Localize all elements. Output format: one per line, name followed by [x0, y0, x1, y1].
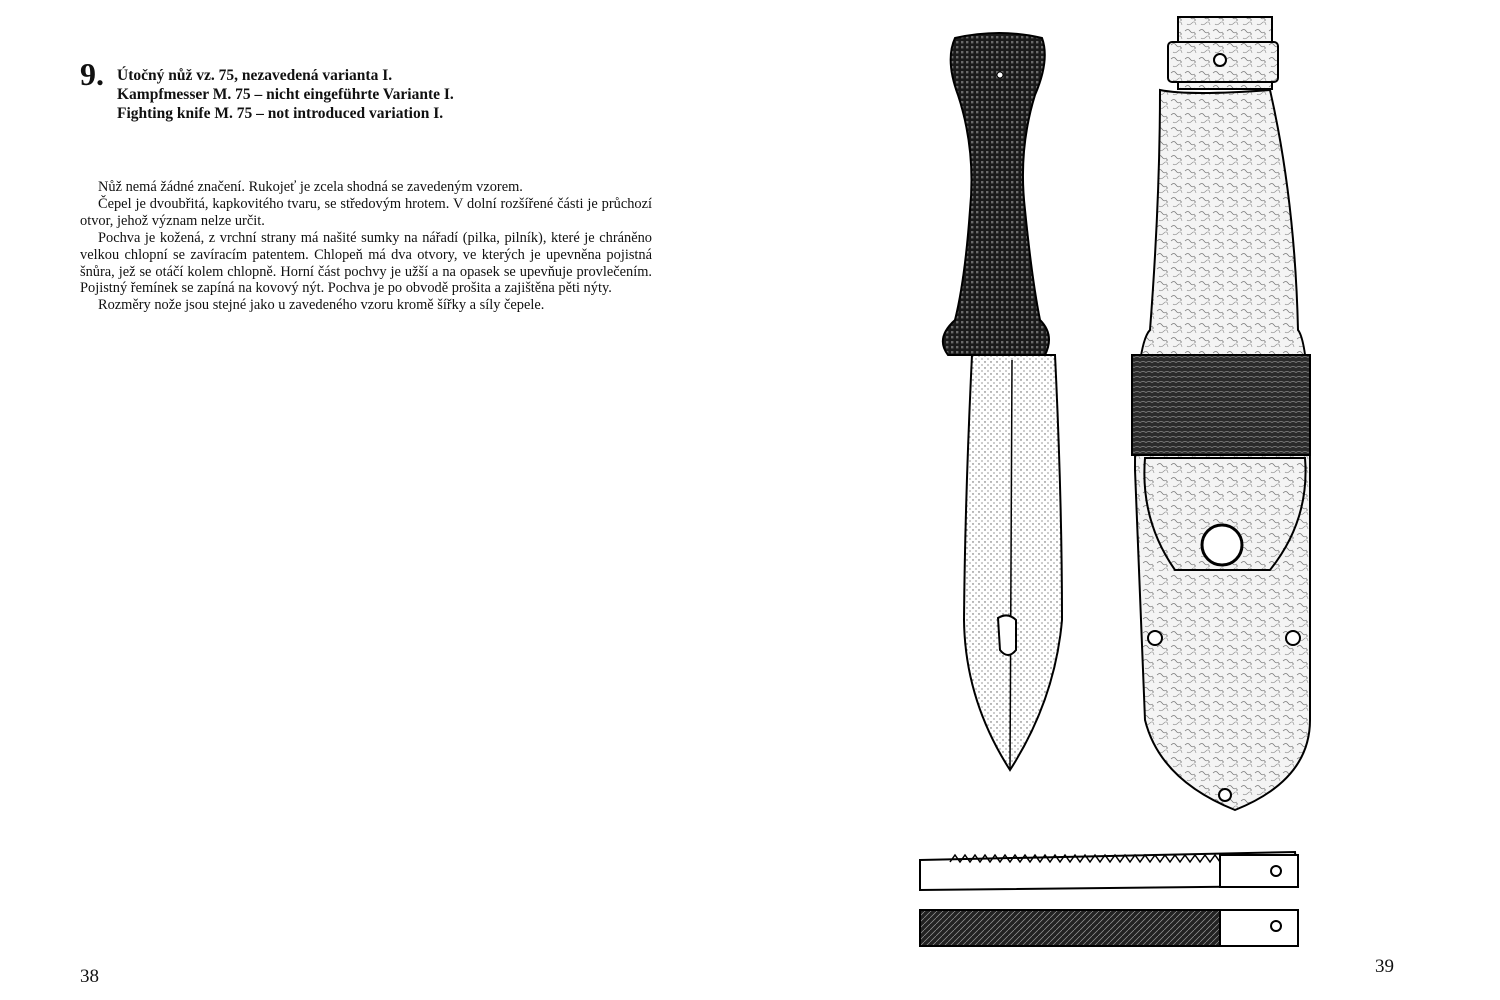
paragraph-marking: Nůž nemá žádné značení. Rukojeť je zcela shodná se zavedeným vzorem.: [98, 179, 523, 195]
item-number: 9.: [80, 56, 104, 92]
cord-wrap: [1132, 355, 1310, 455]
paragraph-blade: Čepel je dvoubřitá, kapkovitého tvaru, se středovým hrotem. V dolní rozšířené části je průchozí otvor, jehož význam nelze určit.: [80, 195, 652, 229]
sheath-rivet-left: [1148, 631, 1162, 645]
description-text: [80, 179, 652, 314]
snap-fastener: [1202, 525, 1242, 565]
lanyard-hole: [997, 72, 1003, 78]
saw-hole: [1271, 866, 1281, 876]
right-page: [750, 0, 1500, 1000]
file-tang: [1220, 910, 1298, 946]
page-number-left: 38: [80, 966, 99, 987]
item-title-block: [117, 66, 454, 123]
file-blade: [920, 910, 1230, 946]
title-english: Fighting knife M. 75 – not introduced variation I.: [117, 105, 444, 122]
file-drawing: [920, 910, 1298, 946]
saw-drawing: [920, 852, 1298, 890]
saw-tang: [1220, 855, 1298, 887]
paragraph-dimensions: Rozměry nože jsou stejné jako u zavedeného vzoru kromě šířky a síly čepele.: [98, 297, 545, 314]
knife-handle: [943, 33, 1049, 355]
page-number-right: 39: [1375, 956, 1394, 977]
blade-hole: [998, 615, 1016, 655]
sheath-drawing: [1132, 17, 1310, 810]
sheath-rivet-tip: [1219, 789, 1231, 801]
title-czech: Útočný nůž vz. 75, nezavedená varianta I.: [117, 67, 393, 84]
title-german: Kampfmesser M. 75 – nicht eingeführte Variante I.: [117, 86, 454, 103]
knife-drawing: [943, 33, 1062, 770]
paragraph-sheath: Pochva je kožená, z vrchní strany má našité sumky na nářadí (pilka, pilník), které je chráněno velkou chlopní se zavíracím patentem. Chlopeň má dva otvory, ve kterých je upevněna pojistná šnůra, jež se otáčí kolem chlopně. Horní část pochvy je užší a na opasek se upevňuje provlečením. Pojistný řemínek se zapíná na kovový nýt. Pochva je po obvodě prošita a zajištěna pěti nýty.: [80, 229, 652, 297]
sheath-rivet-right: [1286, 631, 1300, 645]
strap-rivet: [1214, 54, 1226, 66]
knife-illustration: [750, 0, 1500, 1000]
knife-blade: [964, 355, 1062, 770]
file-hole: [1271, 921, 1281, 931]
